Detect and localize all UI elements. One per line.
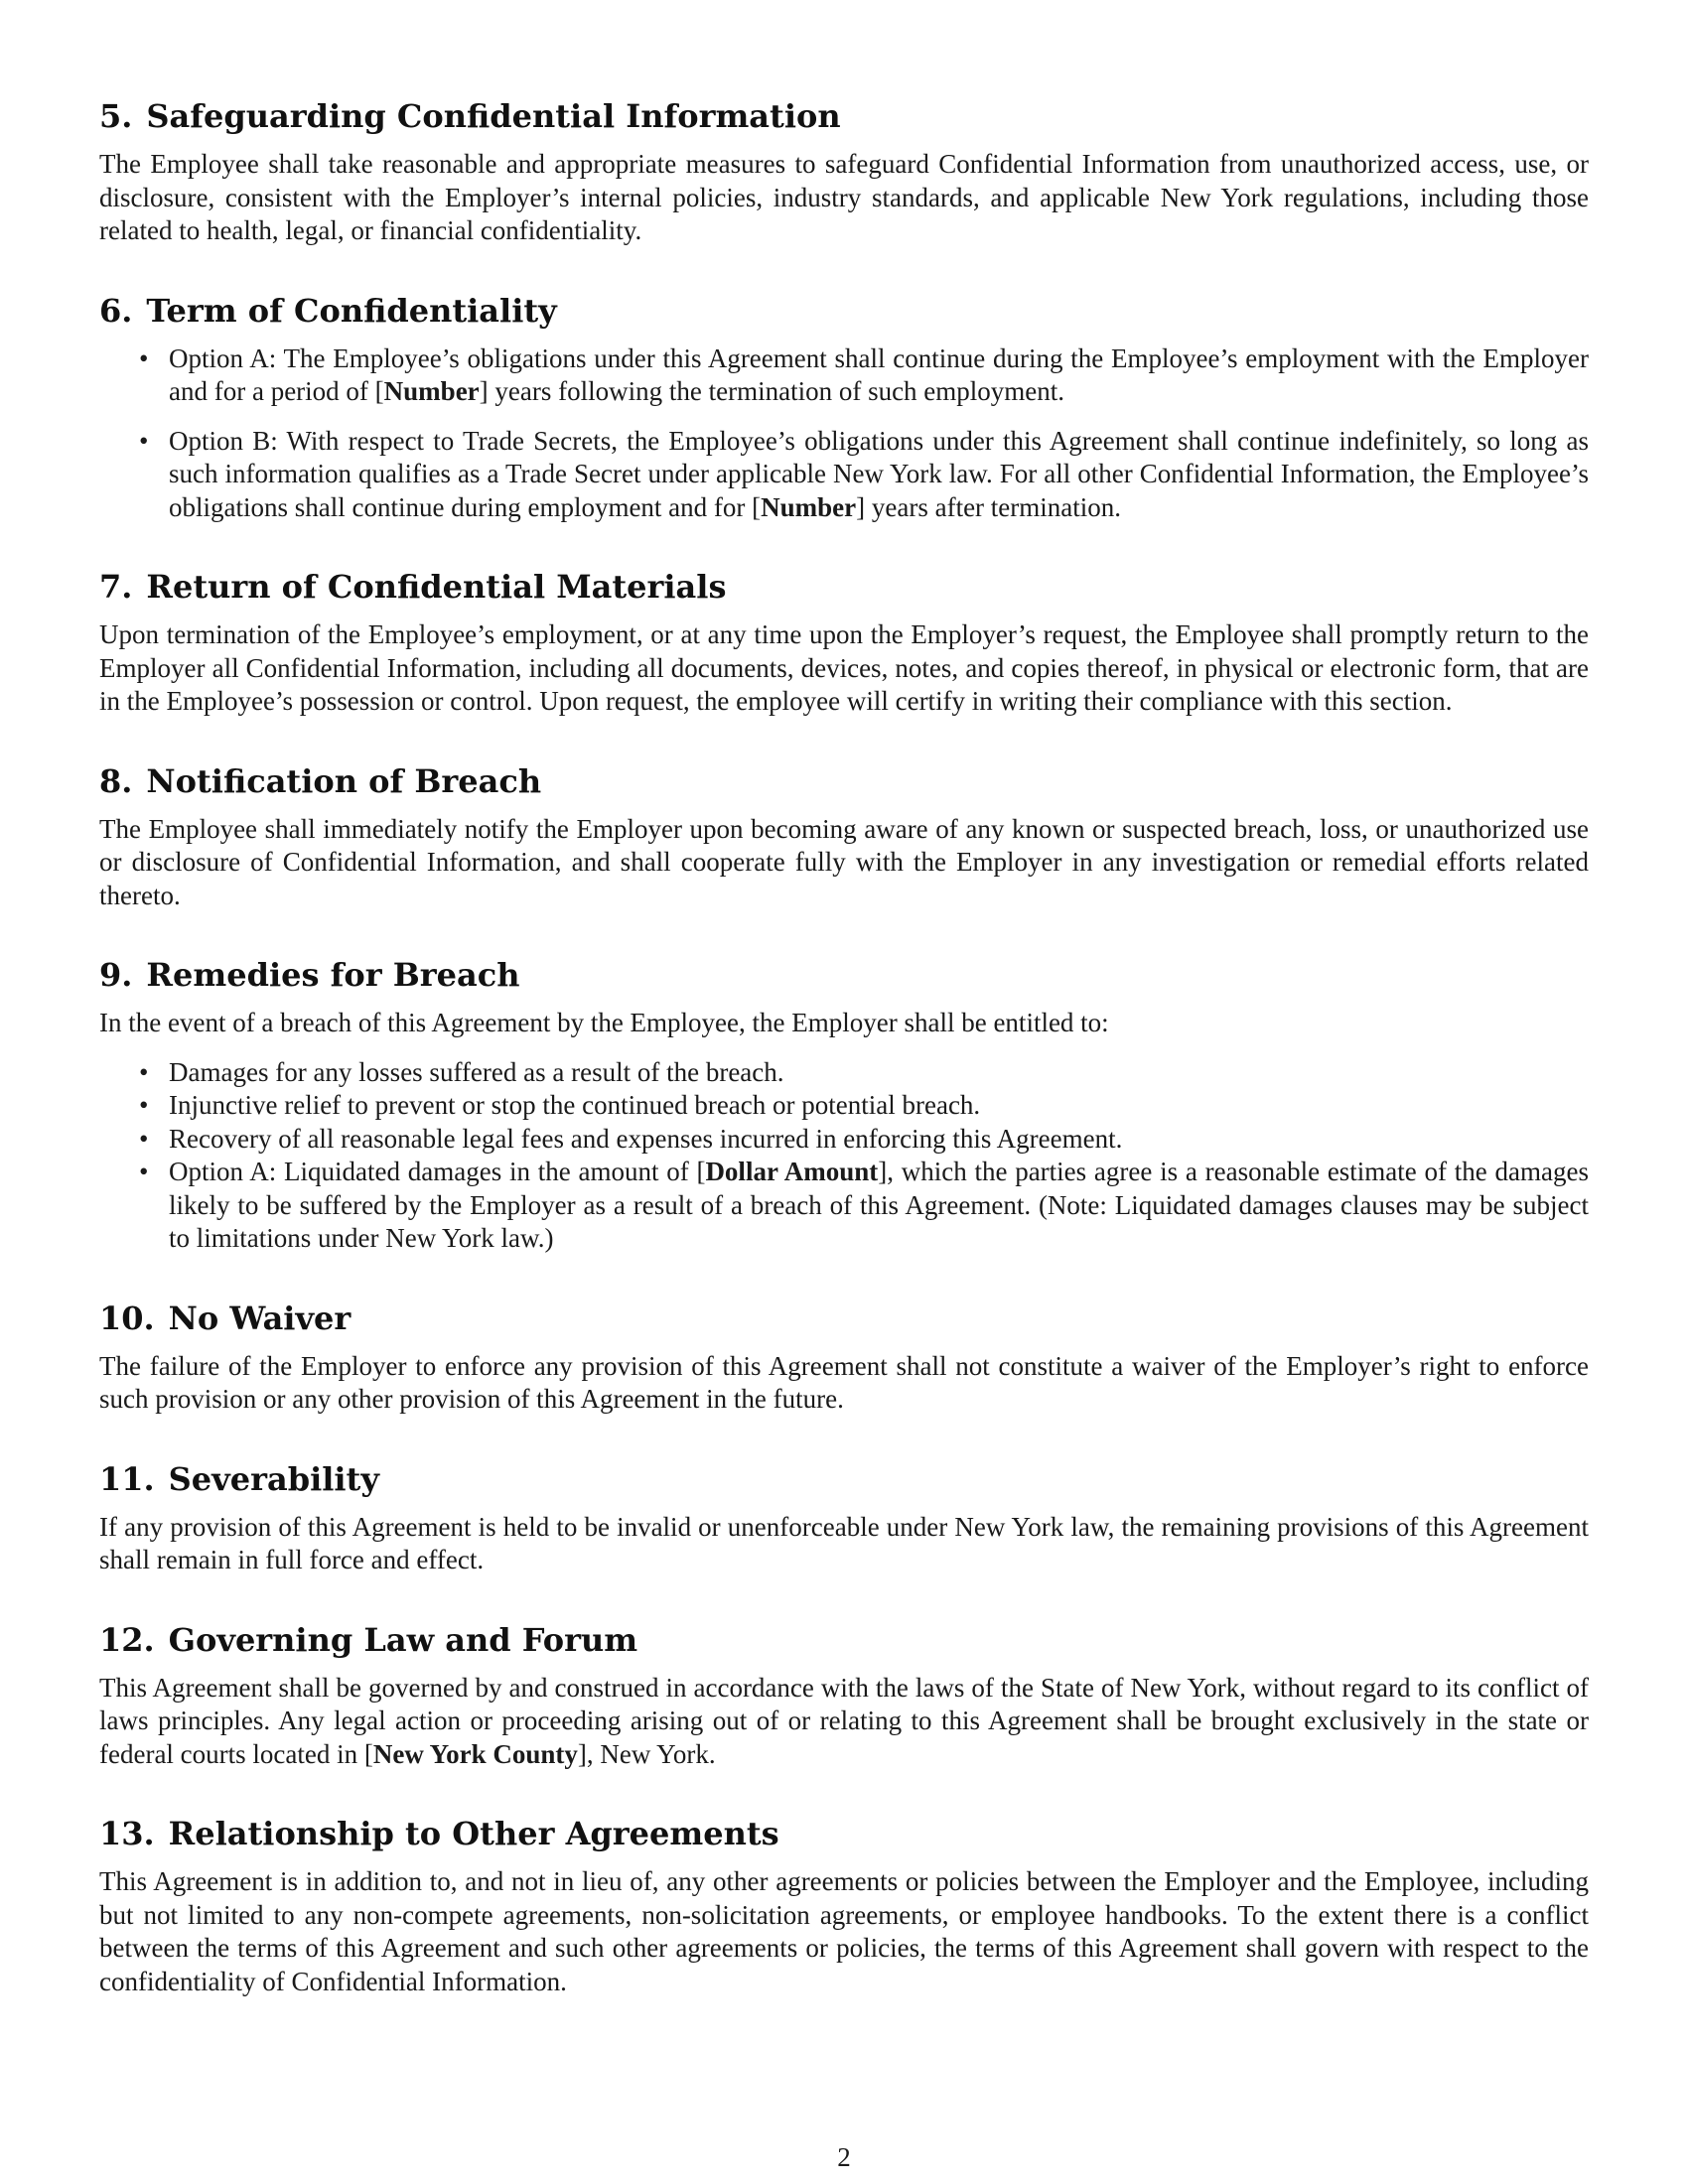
section-number: 7. bbox=[99, 568, 133, 606]
section-13 bbox=[99, 1812, 1589, 1998]
placeholder-field: Number bbox=[383, 376, 480, 406]
document-page bbox=[99, 94, 1589, 2039]
section-number: 9. bbox=[99, 956, 133, 994]
section-heading bbox=[99, 289, 1589, 333]
list-item-text: Damages for any losses suffered as a result of the breach. bbox=[169, 1056, 784, 1087]
section-heading bbox=[99, 953, 1589, 997]
section-title: No Waiver bbox=[168, 1298, 352, 1337]
section-body: In the event of a breach of this Agreement by the Employee, the Employer shall be entitled to: bbox=[99, 1008, 1109, 1037]
list-item-text: Option A: The Employee’s obligations under this Agreement shall continue during the Employee’s employment with the Employer and for a period of [ bbox=[169, 342, 1589, 406]
section-number: 6. bbox=[99, 291, 133, 330]
section-7 bbox=[99, 565, 1589, 719]
section-body: If any provision of this Agreement is held to be invalid or unenforceable under New York law, the remaining provisions of this Agreement shall remain in full force and effect. bbox=[99, 1511, 1589, 1574]
bullet-icon: • bbox=[139, 1090, 149, 1120]
list-item bbox=[99, 425, 1589, 525]
placeholder-field: New York County bbox=[372, 1738, 578, 1769]
option-list bbox=[99, 342, 1589, 525]
section-number: 8. bbox=[99, 761, 133, 800]
section-body bbox=[99, 1672, 1589, 1772]
list-item bbox=[99, 1056, 1589, 1090]
list-item-text: ] years after termination. bbox=[856, 491, 1122, 522]
bullet-icon: • bbox=[139, 425, 149, 456]
section-number: 10. bbox=[99, 1298, 155, 1337]
page-number: 2 bbox=[837, 2142, 851, 2172]
list-item bbox=[99, 1123, 1589, 1157]
section-6 bbox=[99, 289, 1589, 525]
section-title: Term of Confidentiality bbox=[146, 291, 557, 330]
section-body: The Employee shall take reasonable and appropriate measures to safeguard Confidential Information from unauthorized access, use, or disclosure, consistent with the Employer’s internal policies, industry standards, and applicable New York regulations, including those related to health, legal, or financial confidentiality. bbox=[99, 149, 1589, 245]
bullet-icon: • bbox=[139, 1123, 149, 1154]
section-body: This Agreement is in addition to, and not in lieu of, any other agreements or policies between the Employer and the Employee, including but not limited to any non-compete agreements, non-solicitation agreements, or employee handbooks. To the extent there is a conflict between the terms of this Agreement and such other agreements or policies, the terms of this Agreement shall govern with respect to the confidentiality of Confidential Information. bbox=[99, 1866, 1589, 1996]
section-heading bbox=[99, 1812, 1589, 1855]
section-heading bbox=[99, 94, 1589, 138]
section-body: Upon termination of the Employee’s employment, or at any time upon the Employer’s request, the Employee shall promptly return to the Employer all Confidential Information, including all documents, devices, notes, and copies thereof, in physical or electronic form, that are in the Employee’s possession or control. Upon request, the employee will certify in writing their compliance with this section. bbox=[99, 619, 1589, 716]
section-title: Relationship to Other Agreements bbox=[168, 1815, 779, 1852]
placeholder-field: Number bbox=[761, 491, 857, 522]
list-item-text: Recovery of all reasonable legal fees and expenses incurred in enforcing this Agreement. bbox=[169, 1123, 1123, 1154]
section-number: 12. bbox=[99, 1620, 155, 1659]
section-9 bbox=[99, 953, 1589, 1256]
list-item-text: Option A: Liquidated damages in the amount of [ bbox=[169, 1157, 706, 1186]
section-8 bbox=[99, 759, 1589, 913]
section-number: 13. bbox=[99, 1815, 155, 1852]
section-number: 5. bbox=[99, 97, 133, 135]
list-item bbox=[99, 1156, 1589, 1256]
section-body-text: ], New York. bbox=[577, 1738, 716, 1769]
bullet-icon: • bbox=[139, 342, 149, 373]
section-body: The Employee shall immediately notify the Employer upon becoming aware of any known or suspected breach, loss, or unauthorized use or disclosure of Confidential Information, and shall cooperate fully with the Employer in any investigation or remedial efforts related thereto. bbox=[99, 813, 1589, 910]
section-title: Return of Confidential Materials bbox=[146, 568, 727, 606]
list-item-text: ] years following the termination of such employment. bbox=[479, 376, 1065, 406]
section-body-text: This Agreement shall be governed by and construed in accordance with the laws of the State of New York, without regard to its conflict of laws principles. Any legal action or proceeding arising out of or relating to this Agreement shall be brought exclusively in the state or federal courts located in [ bbox=[99, 1672, 1589, 1769]
section-title: Notification of Breach bbox=[146, 761, 542, 800]
section-heading bbox=[99, 1618, 1589, 1662]
section-11 bbox=[99, 1457, 1589, 1577]
list-item-text: Option B: With respect to Trade Secrets, the Employee’s obligations under this Agreement shall continue indefinitely, so long as such information qualifies as a Trade Secret under applicable New York law. For all other Confidential Information, the Employee’s obligations shall continue during employment and for [ bbox=[169, 425, 1589, 522]
section-5 bbox=[99, 94, 1589, 248]
placeholder-field: Dollar Amount bbox=[705, 1157, 879, 1186]
section-heading bbox=[99, 565, 1589, 609]
list-item bbox=[99, 1089, 1589, 1123]
section-number: 11. bbox=[99, 1459, 155, 1498]
section-heading bbox=[99, 1457, 1589, 1501]
remedies-list bbox=[99, 1056, 1589, 1256]
section-heading bbox=[99, 1297, 1589, 1340]
bullet-icon: • bbox=[139, 1157, 149, 1186]
section-title: Safeguarding Confidential Information bbox=[146, 97, 841, 135]
section-10 bbox=[99, 1297, 1589, 1417]
section-12 bbox=[99, 1618, 1589, 1772]
section-title: Remedies for Breach bbox=[146, 956, 520, 994]
section-title: Severability bbox=[168, 1459, 379, 1498]
section-body: The failure of the Employer to enforce any provision of this Agreement shall not constitute a waiver of the Employer’s right to enforce such provision or any other provision of this Agreement in the future. bbox=[99, 1350, 1589, 1414]
section-title: Governing Law and Forum bbox=[168, 1620, 638, 1659]
bullet-icon: • bbox=[139, 1056, 149, 1087]
list-item bbox=[99, 342, 1589, 409]
list-item-text: ], which the parties agree is a reasonable estimate of the damages likely to be suffered by the Employer as a result of a breach of this Agreement. (Note: Liquidated damages clauses may be subject to limitations under New York law.) bbox=[169, 1157, 1589, 1253]
list-item-text: Injunctive relief to prevent or stop the continued breach or potential breach. bbox=[169, 1090, 981, 1120]
section-heading bbox=[99, 759, 1589, 803]
